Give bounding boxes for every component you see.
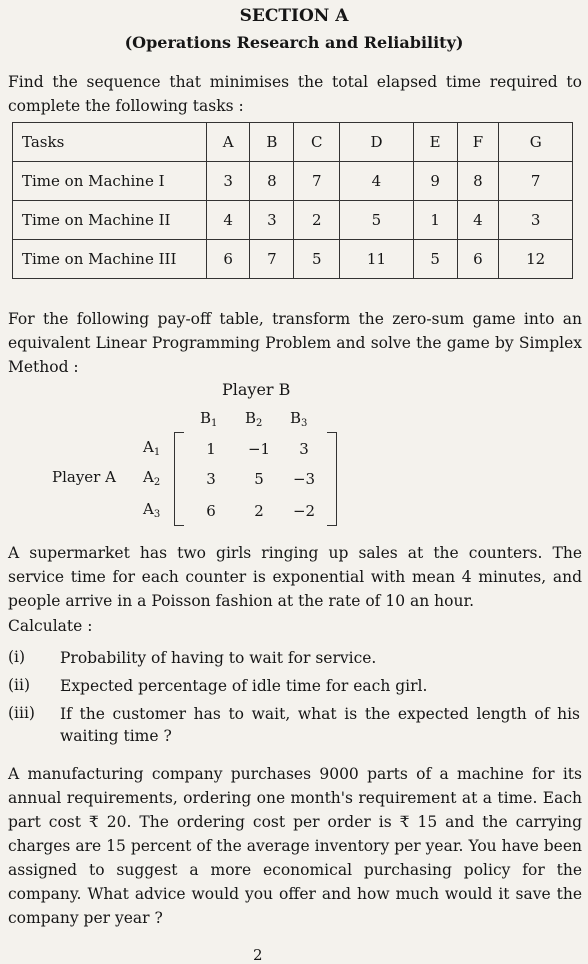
q4-text: A manufacturing company purchases 9000 parts of a machine for its annual requirements, ordering one month's requirement at a time. Each part cost ₹ 20. The ordering cost per order is ₹ 15 and the carrying charges are 15 percent of the average inventory per year. You have been assigned to suggest a more economical purchasing policy for the company. What advice would you offer and how much would it save the company per year ? [8, 765, 582, 927]
item-text: Expected percentage of idle time for each girl. [60, 677, 428, 695]
table-header-cell: Tasks [13, 123, 207, 162]
matrix-cell: −3 [292, 470, 316, 488]
row-head-a2: $A_2$ [143, 468, 161, 488]
table-cell: 7 [499, 162, 573, 201]
table-header-cell: D [340, 123, 414, 162]
player-b-label: Player B [222, 380, 291, 399]
matrix-cell: −2 [292, 502, 316, 520]
section-heading: SECTION A [239, 6, 349, 26]
q2-text: For the following pay-off table, transform the zero-sum game into an equivalent Linear Programming Problem and solve the game by Simplex Method : [8, 310, 582, 376]
table-cell: 5 [294, 240, 340, 279]
item-number: (i) [8, 648, 26, 666]
table-cell: 12 [499, 240, 573, 279]
col-head-b3: $B_3$ [290, 409, 308, 429]
table-cell: 11 [340, 240, 414, 279]
table-cell: 6 [457, 240, 499, 279]
matrix-left-bracket [174, 432, 184, 526]
table-cell: 3 [250, 201, 294, 240]
matrix-cell: 2 [254, 502, 264, 520]
table-cell: 5 [413, 240, 457, 279]
table-cell: 6 [207, 240, 250, 279]
item-number: (iii) [8, 704, 35, 722]
q3-text: A supermarket has two girls ringing up sales at the counters. The service time for each counter is exponential with mean 4 minutes, and people arrive in a Poisson fashion at the rate of 10 an hour. [8, 544, 582, 610]
matrix-cell: 3 [206, 470, 216, 488]
table-header-cell: A [207, 123, 250, 162]
table-header-cell: C [294, 123, 340, 162]
matrix-cell: 5 [254, 470, 264, 488]
table-header-cell: F [457, 123, 499, 162]
page-number: 2 [253, 946, 263, 964]
table-cell: 5 [340, 201, 414, 240]
table-row-label: Time on Machine I [13, 162, 207, 201]
matrix-cell: 6 [206, 502, 216, 520]
table-cell: 7 [250, 240, 294, 279]
table-row [13, 162, 573, 201]
item-text: Probability of having to wait for service. [60, 649, 377, 667]
table-cell: 3 [207, 162, 250, 201]
matrix-right-bracket [327, 432, 337, 526]
table-cell: 4 [457, 201, 499, 240]
item-number: (ii) [8, 676, 31, 694]
matrix-cell: −1 [247, 440, 271, 458]
calculate-label: Calculate : [8, 617, 93, 635]
table-header-cell: B [250, 123, 294, 162]
table-header-cell: E [413, 123, 457, 162]
table-row-label: Time on Machine II [13, 201, 207, 240]
table-cell: 2 [294, 201, 340, 240]
table-cell: 1 [413, 201, 457, 240]
table-row-label: Time on Machine III [13, 240, 207, 279]
col-head-b2: $B_2$ [245, 409, 263, 429]
table-cell: 8 [457, 162, 499, 201]
table-header-row [13, 123, 573, 162]
table-cell: 3 [499, 201, 573, 240]
q1-text: Find the sequence that minimises the total elapsed time required to complete the following tasks : [8, 73, 582, 115]
col-head-b1: $B_1$ [200, 409, 218, 429]
matrix-cell: 3 [299, 440, 309, 458]
table-header-cell: G [499, 123, 573, 162]
table-cell: 9 [413, 162, 457, 201]
table-cell: 7 [294, 162, 340, 201]
item-text: If the customer has to wait, what is the expected length of his waiting time ? [60, 705, 580, 745]
table-cell: 4 [340, 162, 414, 201]
table-row [13, 201, 573, 240]
row-head-a1: $A_1$ [143, 438, 161, 458]
tasks-table [12, 122, 573, 279]
player-a-label: Player A [52, 468, 116, 486]
table-cell: 4 [207, 201, 250, 240]
matrix-cell: 1 [206, 440, 216, 458]
row-head-a3: $A_3$ [143, 500, 161, 520]
table-row [13, 240, 573, 279]
section-subtitle: (Operations Research and Reliability) [124, 33, 464, 52]
table-cell: 8 [250, 162, 294, 201]
